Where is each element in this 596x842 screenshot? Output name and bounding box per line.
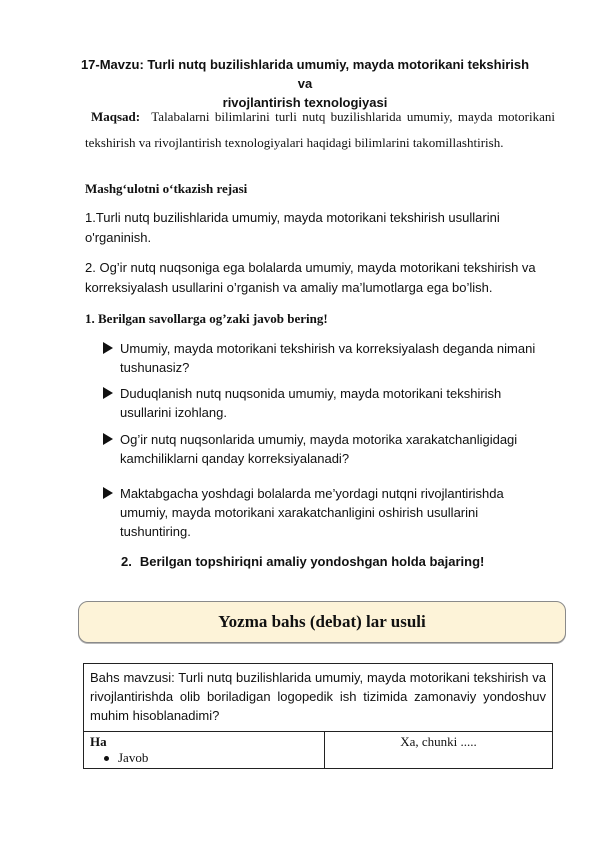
task-heading [121, 554, 484, 569]
plan-item-1: 1.Turli nutq buzilishlarida umumiy, mayda motorikani tekshirish usullarini o'rganinish. [85, 210, 500, 245]
debate-topic-cell [84, 664, 553, 732]
banner-title: Yozma bahs (debat) lar usuli [218, 612, 426, 631]
yes-cell [84, 732, 325, 769]
goal-paragraph [85, 104, 555, 156]
arrow-bullet-icon [103, 387, 113, 399]
arrow-bullet-icon [103, 342, 113, 354]
question-item-2 [103, 384, 543, 422]
goal-label: Maqsad: [91, 109, 141, 124]
goal-text: Talabalarni bilimlarini turli nutq buzilishlarida umumiy, mayda motorikani tekshirish va rivojlantirish texnologiyalari haqidagi bilimlarini takomillashtirish. [85, 109, 555, 150]
plan-heading: Mashg‘ulotni o‘tkazish rejasi [85, 181, 248, 196]
question-text: Og’ir nutq nuqsonlarida umumiy, mayda motorika xarakatchanligidagi kamchiliklarni qanday korreksiyalanadi? [120, 432, 518, 466]
title-line-2: rivojlantirish texnologiyasi [222, 95, 388, 110]
question-item-1 [103, 339, 543, 377]
table-row [84, 664, 553, 732]
yes-because-header: Xa, chunki ..... [400, 734, 477, 749]
table-row [84, 732, 553, 769]
question-item-4 [103, 484, 543, 541]
arrow-bullet-icon [103, 487, 113, 499]
questions-heading: 1. Berilgan savollarga og’zaki javob bering! [85, 311, 328, 326]
title-line-1: 17-Mavzu: Turli nutq buzilishlarida umumiy, mayda motorikani tekshirish va [80, 57, 530, 91]
plan-item-2: 2. Og’ir nutq nuqsoniga ega bolalarda umumiy, mayda motorikani tekshirish va korreksiyalash usullarini o’rganish va amaliy ma’lumotlarga ega bo’lish. [85, 260, 536, 295]
answer-bullet-item: Javob [104, 750, 318, 766]
question-text: Maktabgacha yoshdagi bolalarda me’yordagi nutqni rivojlantirishda umumiy, mayda motorikani xarakatchanligini oshirish usullarini tushuntiring. [120, 486, 504, 539]
question-item-3 [103, 430, 543, 468]
arrow-bullet-icon [103, 433, 113, 445]
question-text: Duduqlanish nutq nuqsonida umumiy, mayda motorikani tekshirish usullarini izohlang. [120, 386, 502, 420]
debate-topic: Bahs mavzusi: Turli nutq buzilishlarida umumiy, mayda motorikani tekshirish va rivojlantirishda olib boriladigan logopedik ish tizimida zamonaviy yondoshuv muhim hisoblanadimi? [90, 670, 546, 723]
question-text: Umumiy, mayda motorikani tekshirish va korreksiyalash deganda nimani tushunasiz? [120, 341, 536, 375]
yes-header: Ha [90, 734, 107, 749]
method-banner [78, 601, 566, 643]
yes-because-cell [325, 732, 553, 769]
task-number: 2. [121, 554, 132, 569]
task-text: Berilgan topshiriqni amaliy yondoshgan holda bajaring! [139, 554, 485, 569]
debate-table [83, 663, 553, 769]
